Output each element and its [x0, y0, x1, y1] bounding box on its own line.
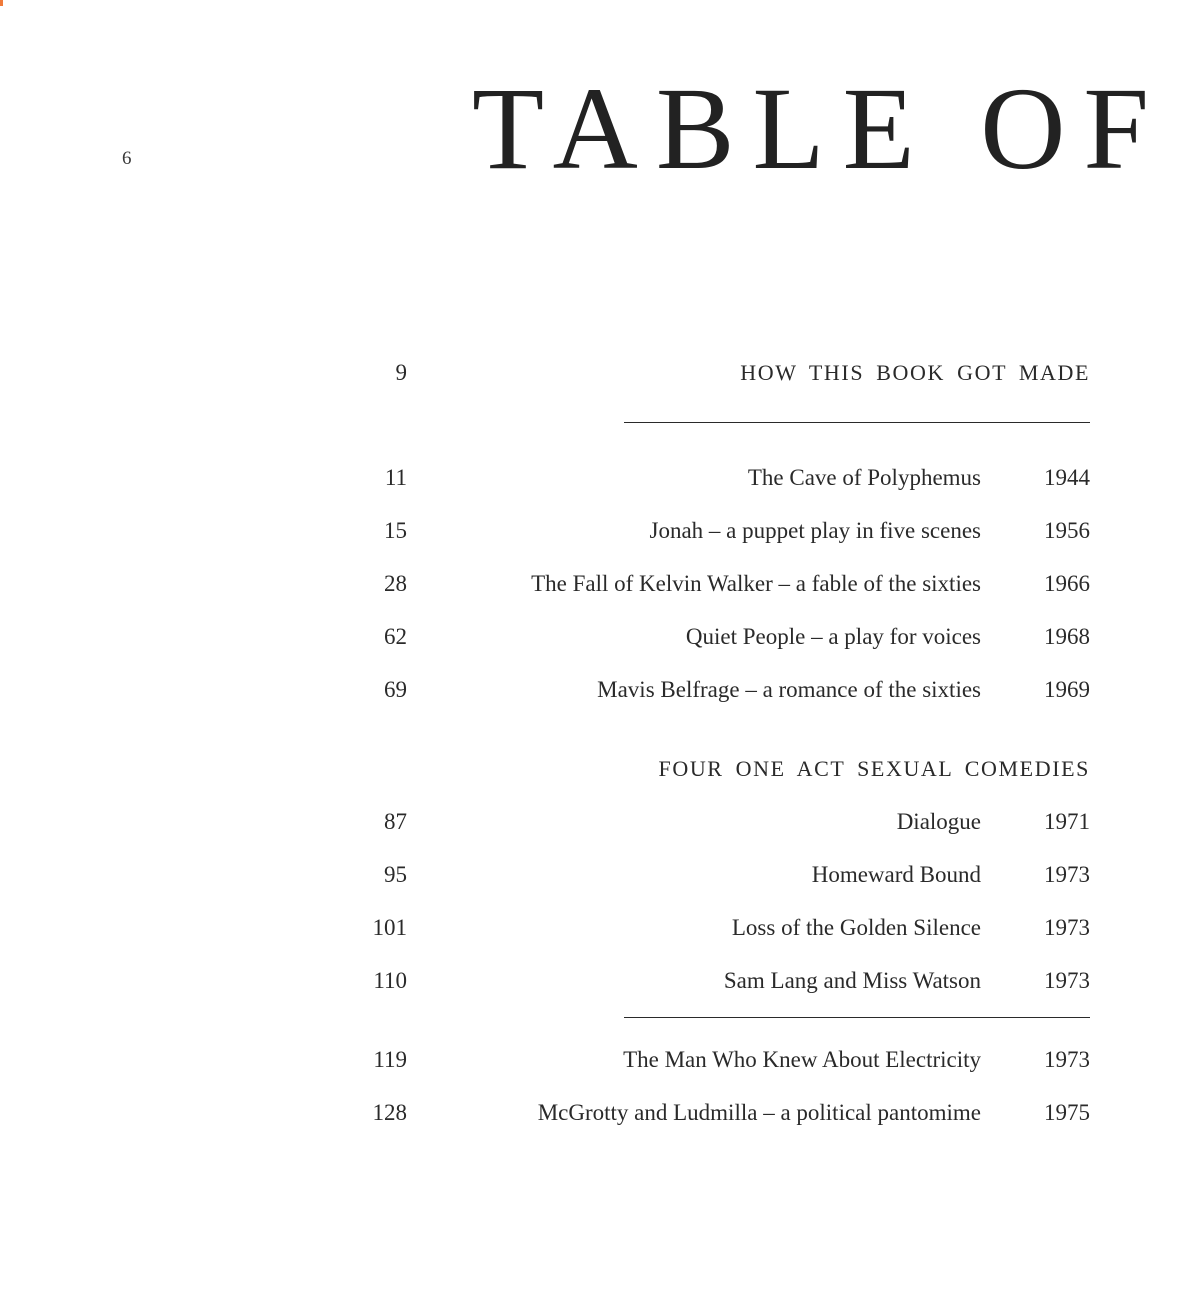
- toc-entry-page: 95: [384, 862, 407, 887]
- toc-entry-page: 110: [373, 968, 407, 993]
- toc-entry-title: Loss of the Golden Silence: [731, 915, 981, 940]
- toc-entry-year: 1968: [1044, 624, 1090, 649]
- intro-page-number[interactable]: 9: [395, 360, 407, 385]
- toc-entry[interactable]: [0, 465, 1200, 495]
- toc-entry-page: 69: [384, 677, 407, 702]
- toc-entry-title: The Fall of Kelvin Walker – a fable of the sixties: [531, 571, 981, 596]
- toc-entry-title: Dialogue: [896, 809, 981, 834]
- toc-entry[interactable]: [0, 518, 1200, 548]
- toc-entry-page: 11: [384, 465, 407, 490]
- divider-rule: [624, 422, 1090, 423]
- toc-entry-year: 1956: [1044, 518, 1090, 543]
- toc-entry-title: The Man Who Knew About Electricity: [623, 1047, 981, 1072]
- toc-entry-title: Homeward Bound: [811, 862, 981, 887]
- toc-entry-year: 1966: [1044, 571, 1090, 596]
- toc-entry[interactable]: [0, 677, 1200, 707]
- toc-entry-page: 28: [384, 571, 407, 596]
- toc-entry-title: Sam Lang and Miss Watson: [723, 968, 981, 993]
- toc-entry[interactable]: [0, 1047, 1200, 1077]
- toc-entry-page: 101: [372, 915, 407, 940]
- toc-entry-year: 1973: [1044, 915, 1090, 940]
- toc-entry[interactable]: [0, 624, 1200, 654]
- toc-entry-page: 62: [384, 624, 407, 649]
- toc-entry[interactable]: [0, 809, 1200, 839]
- toc-entry[interactable]: [0, 915, 1200, 945]
- toc-entry-year: 1973: [1044, 862, 1090, 887]
- toc-entry-year: 1973: [1044, 968, 1090, 993]
- toc-entry-page: 119: [373, 1047, 407, 1072]
- toc-entry[interactable]: [0, 1100, 1200, 1130]
- intro-section-title[interactable]: HOW THIS BOOK GOT MADE: [740, 360, 1090, 385]
- toc-entry[interactable]: [0, 968, 1200, 998]
- toc-entry-page: 128: [372, 1100, 407, 1125]
- toc-entry-title: Jonah – a puppet play in five scenes: [649, 518, 981, 543]
- toc-entry[interactable]: [0, 862, 1200, 892]
- toc-entry-title: Mavis Belfrage – a romance of the sixties: [597, 677, 981, 702]
- section-title: FOUR ONE ACT SEXUAL COMEDIES: [658, 756, 1090, 781]
- toc-entry-title: Quiet People – a play for voices: [685, 624, 981, 649]
- toc-entry-year: 1944: [1044, 465, 1090, 490]
- toc-entry-year: 1975: [1044, 1100, 1090, 1125]
- toc-entry-year: 1973: [1044, 1047, 1090, 1072]
- toc-entry-year: 1971: [1044, 809, 1090, 834]
- divider-rule: [624, 1017, 1090, 1018]
- toc-entry-title: The Cave of Polyphemus: [747, 465, 981, 490]
- page-number: 6: [122, 148, 132, 169]
- corner-crop-mark: [0, 0, 3, 6]
- page-heading: TABLE OF: [472, 63, 1168, 194]
- toc-entry-page: 15: [384, 518, 407, 543]
- toc-entry-page: 87: [384, 809, 407, 834]
- toc-entry[interactable]: [0, 571, 1200, 601]
- toc-entry-year: 1969: [1044, 677, 1090, 702]
- toc-entry-title: McGrotty and Ludmilla – a political pantomime: [537, 1100, 981, 1125]
